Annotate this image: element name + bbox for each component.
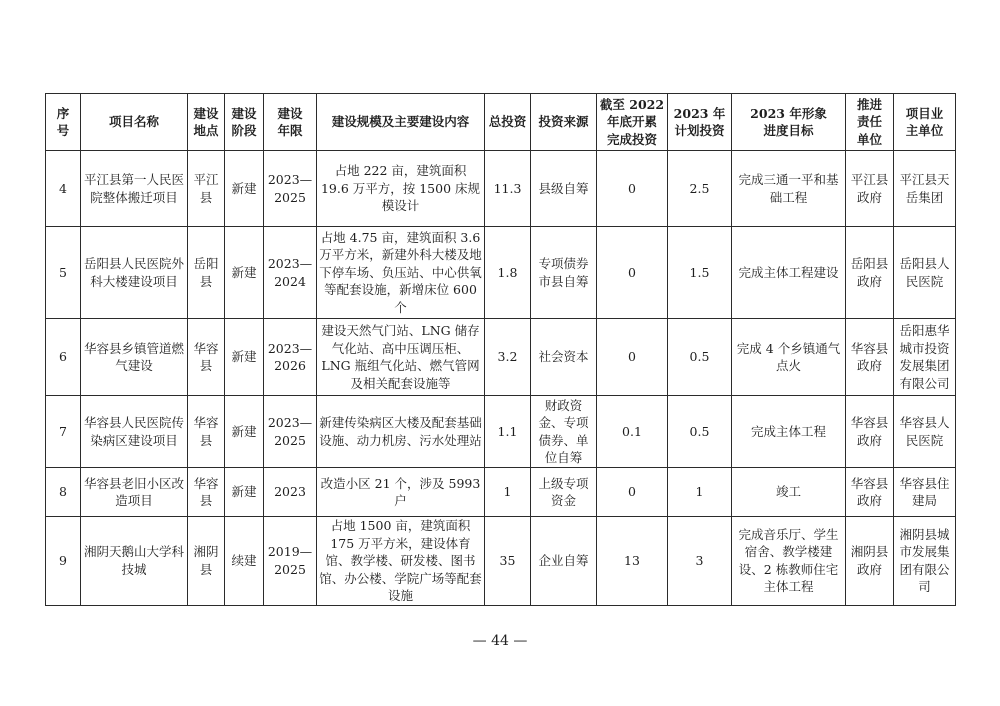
cell-project-name: 华容县老旧小区改造项目	[81, 468, 188, 517]
cell-scope: 建设天然气门站、LNG 储存气化站、高中压调压柜、LNG 瓶组气化站、燃气管网及相关配套设施等	[317, 319, 485, 396]
cell-stage: 新建	[225, 227, 264, 319]
cell-planned-2023: 1.5	[668, 227, 732, 319]
header-completed-by-2022: 截至 2022 年底开累 完成投资	[597, 94, 668, 151]
cell-scope: 占地 222 亩，建筑面积 19.6 万平方，按 1500 床规模设计	[317, 151, 485, 227]
cell-planned-2023: 1	[668, 468, 732, 517]
header-scope: 建设规模及主要建设内容	[317, 94, 485, 151]
cell-scope: 新建传染病区大楼及配套基础设施、动力机房、污水处理站	[317, 396, 485, 468]
cell-period: 2023	[264, 468, 317, 517]
cell-target-2023: 竣工	[732, 468, 846, 517]
cell-period: 2023—2025	[264, 151, 317, 227]
cell-funding-source: 企业自筹	[531, 517, 597, 606]
cell-total-investment: 3.2	[485, 319, 531, 396]
cell-location: 平江县	[188, 151, 225, 227]
cell-location: 华容县	[188, 468, 225, 517]
cell-planned-2023: 0.5	[668, 396, 732, 468]
cell-project-name: 湘阴天鹅山大学科技城	[81, 517, 188, 606]
cell-serial-number: 4	[46, 151, 81, 227]
table-row	[46, 517, 956, 606]
cell-responsible-unit: 华容县政府	[846, 396, 894, 468]
table-row	[46, 319, 956, 396]
cell-target-2023: 完成三通一平和基础工程	[732, 151, 846, 227]
cell-completed-by-2022: 0	[597, 151, 668, 227]
cell-target-2023: 完成主体工程	[732, 396, 846, 468]
cell-serial-number: 6	[46, 319, 81, 396]
cell-scope: 占地 4.75 亩，建筑面积 3.6 万平方米，新建外科大楼及地下停车场、负压站、中心供氧等配套设施，新增床位 600 个	[317, 227, 485, 319]
cell-funding-source: 财政资金、专项债券、单位自筹	[531, 396, 597, 468]
cell-total-investment: 1	[485, 468, 531, 517]
project-table	[45, 93, 956, 606]
cell-serial-number: 7	[46, 396, 81, 468]
header-serial-number: 序 号	[46, 94, 81, 151]
cell-owner: 华容县住建局	[894, 468, 956, 517]
cell-completed-by-2022: 0	[597, 468, 668, 517]
cell-owner: 平江县天岳集团	[894, 151, 956, 227]
cell-project-name: 华容县人民医院传染病区建设项目	[81, 396, 188, 468]
header-funding-source: 投资来源	[531, 94, 597, 151]
header-project-name: 项目名称	[81, 94, 188, 151]
cell-target-2023: 完成 4 个乡镇通气点火	[732, 319, 846, 396]
cell-owner: 岳阳县人民医院	[894, 227, 956, 319]
cell-period: 2023—2024	[264, 227, 317, 319]
cell-planned-2023: 3	[668, 517, 732, 606]
cell-period: 2023—2026	[264, 319, 317, 396]
table-row	[46, 468, 956, 517]
header-target-2023: 2023 年形象 进度目标	[732, 94, 846, 151]
header-planned-2023: 2023 年 计划投资	[668, 94, 732, 151]
cell-owner: 湘阴县城市发展集团有限公司	[894, 517, 956, 606]
cell-stage: 新建	[225, 151, 264, 227]
cell-stage: 续建	[225, 517, 264, 606]
table-header-row	[46, 94, 956, 151]
cell-total-investment: 1.8	[485, 227, 531, 319]
cell-responsible-unit: 华容县政府	[846, 319, 894, 396]
cell-responsible-unit: 湘阴县政府	[846, 517, 894, 606]
cell-target-2023: 完成主体工程建设	[732, 227, 846, 319]
page-number: — 44 —	[472, 633, 528, 649]
cell-scope: 占地 1500 亩，建筑面积 175 万平方米，建设体育馆、教学楼、研发楼、图书馆、办公楼、学院广场等配套设施	[317, 517, 485, 606]
cell-target-2023: 完成音乐厅、学生宿舍、教学楼建设、2 栋教师住宅主体工程	[732, 517, 846, 606]
header-location: 建设 地点	[188, 94, 225, 151]
cell-owner: 华容县人民医院	[894, 396, 956, 468]
cell-completed-by-2022: 13	[597, 517, 668, 606]
cell-responsible-unit: 岳阳县政府	[846, 227, 894, 319]
cell-scope: 改造小区 21 个，涉及 5993 户	[317, 468, 485, 517]
header-owner: 项目业 主单位	[894, 94, 956, 151]
cell-project-name: 岳阳县人民医院外科大楼建设项目	[81, 227, 188, 319]
cell-funding-source: 社会资本	[531, 319, 597, 396]
cell-funding-source: 县级自筹	[531, 151, 597, 227]
header-stage: 建设 阶段	[225, 94, 264, 151]
header-period: 建设 年限	[264, 94, 317, 151]
cell-location: 湘阴县	[188, 517, 225, 606]
table-row	[46, 227, 956, 319]
cell-total-investment: 1.1	[485, 396, 531, 468]
cell-period: 2019—2025	[264, 517, 317, 606]
cell-funding-source: 上级专项资金	[531, 468, 597, 517]
cell-project-name: 平江县第一人民医院整体搬迁项目	[81, 151, 188, 227]
table-row	[46, 151, 956, 227]
cell-serial-number: 5	[46, 227, 81, 319]
table-row	[46, 396, 956, 468]
cell-completed-by-2022: 0	[597, 227, 668, 319]
cell-stage: 新建	[225, 319, 264, 396]
cell-responsible-unit: 华容县政府	[846, 468, 894, 517]
cell-total-investment: 35	[485, 517, 531, 606]
cell-planned-2023: 2.5	[668, 151, 732, 227]
cell-stage: 新建	[225, 396, 264, 468]
cell-owner: 岳阳惠华城市投资发展集团有限公司	[894, 319, 956, 396]
cell-total-investment: 11.3	[485, 151, 531, 227]
header-total-investment: 总投资	[485, 94, 531, 151]
cell-completed-by-2022: 0.1	[597, 396, 668, 468]
header-responsible-unit: 推进 责任 单位	[846, 94, 894, 151]
cell-location: 华容县	[188, 396, 225, 468]
cell-planned-2023: 0.5	[668, 319, 732, 396]
cell-location: 岳阳县	[188, 227, 225, 319]
cell-completed-by-2022: 0	[597, 319, 668, 396]
cell-project-name: 华容县乡镇管道燃气建设	[81, 319, 188, 396]
cell-serial-number: 9	[46, 517, 81, 606]
cell-responsible-unit: 平江县政府	[846, 151, 894, 227]
cell-period: 2023—2025	[264, 396, 317, 468]
cell-stage: 新建	[225, 468, 264, 517]
cell-location: 华容县	[188, 319, 225, 396]
cell-serial-number: 8	[46, 468, 81, 517]
cell-funding-source: 专项债券市县自筹	[531, 227, 597, 319]
